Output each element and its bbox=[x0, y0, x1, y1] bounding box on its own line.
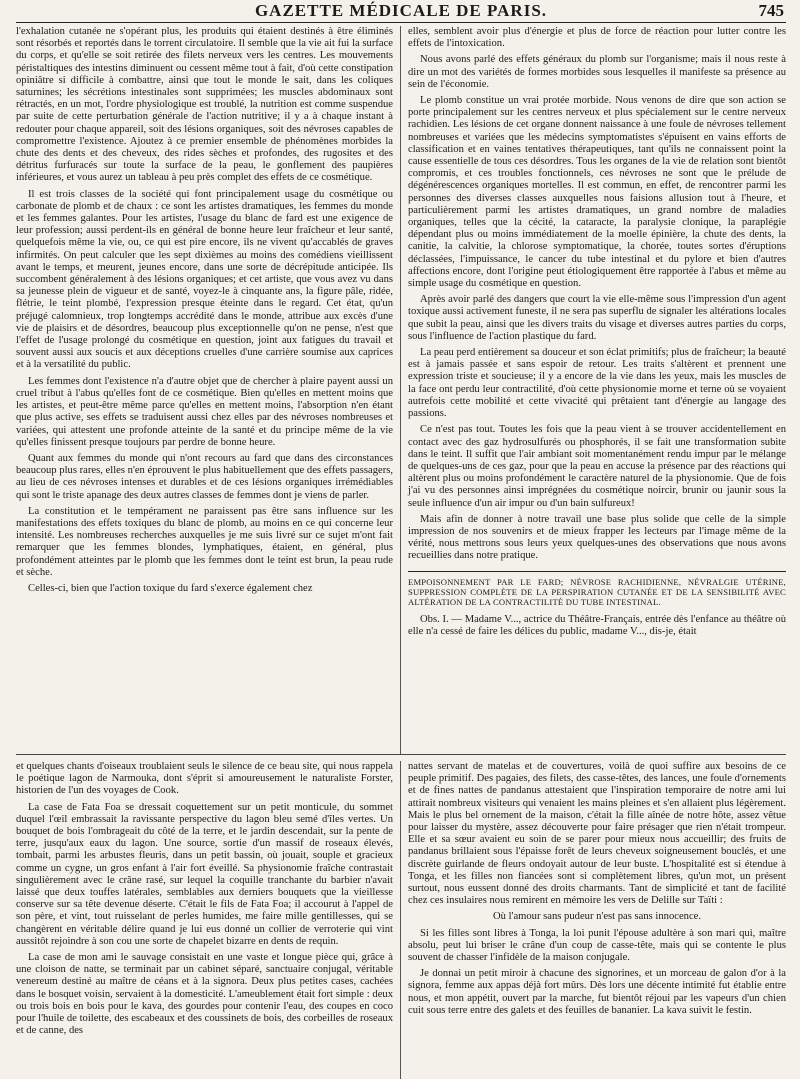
paragraph: Je donnai un petit miroir à chacune des signorines, et un morceau de galon d'or à la signora, femme aux appas déjà fort mûrs. Dès lors une décente intimité fut établie entre nous, et mon appétit, ouvert par la marche, fut bientôt réjoui par les vapeurs d'un chien cuit sous terre entre des galets et des feuilles de bananier. La kava suivit le festin. bbox=[408, 968, 786, 1016]
page-header bbox=[16, 0, 786, 23]
paragraph: Quant aux femmes du monde qui n'ont recours au fard que dans des circonstances beaucoup plus rares, elles n'en éprouvent le plus habituellement que des effets passagers, au lieu de ces névroses intenses et durables et de ces lésions organiques irrémédiables qui sont le triste apanage des deux autres classes de femmes dont je viens de parler. bbox=[16, 452, 393, 501]
paragraph: et quelques chants d'oiseaux troublaient seuls le silence de ce beau site, qui nous rappela le poétique lagon de Narmouka, dont s'éprit si amoureusement le naturaliste Forster, historien de l'un des voyages de Cook. bbox=[16, 761, 393, 797]
case-paragraph: Obs. I. — Madame V..., actrice du Théâtre-Français, entrée dès l'enfance au théâtre où elle n'a cessé de faire les délices du public, madame V..., dis-je, était bbox=[408, 613, 786, 637]
paragraph: Ce n'est pas tout. Toutes les fois que la peau vient à se trouver accidentellement en contact avec des gaz hydrosulfurés ou phosphorés, il se fait une transformation subite dans le teint. Il suffit que l'air ambiant soit momentanément rendu impur par le mélange de quelques-uns de ces gaz, pour que la peau en accuse la présence par des réactions qui altèrent plus ou moins profondément le caractère naturel de la physionomie. Que de fois j'ai vu des personnes ainsi imprégnées du cosmétique noircir, brunir ou jaunir sous la seule influence d'un air impur ou d'un bain sulfureux! bbox=[408, 424, 786, 509]
upper-right-column bbox=[401, 26, 786, 754]
paragraph: Celles-ci, bien que l'action toxique du fard s'exerce également chez bbox=[28, 582, 313, 594]
paragraph: nattes servant de matelas et de couvertures, voilà de quoi suffire aux besoins de ce peuple primitif. Des pagaies, des filets, des casse-têtes, des lances, une foule d'ornements et de fines nattes de pandanus attestaient que l'inspiration temporaire de notre ami lui attirait nombreux visiteurs qui venaient les mains pleines et s'en allaient plus légèrement. Mais le plus bel ornement de la maison, c'était la fille aînée de notre hôte, assez vêtue pour laisser du mystère, assez découverte pour faire présager que rien n'était trompeur. Elle et sa sœur avaient eu soin de se parer pour mieux nous accueillir; des fruits de pandanus brillaient sous l'épaisse forêt de leurs cheveux soigneusement bouclés, et une discrète guirlande de fleurs ondoyait autour de leur buste. L'hospitalité est si étendue à Tonga, et les filles non fiancées sont si complètement libres, qu'un mot, un présent surtout, nous eussent donné des droits charmants. Tant de simplicité et tant de facilité chez ces insulaires nous remirent en mémoire les vers de Delille sur Taïti : bbox=[408, 761, 786, 907]
verse-quote: Où l'amour sans pudeur n'est pas sans innocence. bbox=[493, 911, 701, 923]
paragraph: La peau perd entièrement sa douceur et son éclat primitifs; plus de fraîcheur; la beauté est à jamais passée et sans espoir de retour. Les traits s'altèrent et prennent une expression triste et soucieuse; il y a encore de la vie dans les yeux, mais les muscles de la face ont perdu leur contractilité, d'où cette physionomie morne et terne où se voyaient autrefois cette mobilité et cette vivacité qui prêtaient tant d'énergie au langage des passions. bbox=[408, 347, 786, 420]
case-heading: EMPOISONNEMENT PAR LE FARD; NÉVROSE RACHIDIENNE, NÉVRALGIE UTÉRINE, SUPPRESSION COMPLÈTE DE LA PERSPIRATION CUTANÉE ET DE LA SENSIBILITÉ AVEC ALTÉRATION DE LA CONTRACTILITÉ DU TUBE INTESTINAL. bbox=[408, 576, 786, 608]
paragraph: l'exhalation cutanée ne s'opérant plus, les produits qui étaient destinés à être éliminés sont résorbés et reportés dans le torrent circulatoire. Il semble que la vie ait fui la surface du corps, et qu'elle se soit retirée des filets nerveux vers les centres. Les mouvements péristaltiques des intestins diminuent ou cessent même tout à fait, d'où cette constipation opiniâtre si difficile à combattre, ainsi que tout le monde le sait, dans les coliques saturnines; les sécrétions intestinales sont supprimées; les muscles abdominaux sont rétractés, en un mot, l'ordre physiologique est troublé, la nutrition est comme suspendue par suite de cette perturbation générale de l'action nutritive; il y a à chaque instant à redouter pour chaque appareil, soit des lésions organiques, soit des névroses capables de compromettre l'existence. Ajoutez à ce premier ensemble de phénomènes morbides la chute des dents et des cheveux, des rides sèches et profondes, des rugosites et des détritus furfuracés sur toute la surface de la peau, le gonflement des paupières inférieures, et vous aurez un tableau à peu près complet des effets de ce cosmétique. bbox=[16, 26, 393, 184]
upper-section bbox=[16, 26, 786, 755]
journal-title: GAZETTE MÉDICALE DE PARIS. bbox=[254, 1, 548, 20]
paragraph: Il est trois classes de la société qui font principalement usage du cosmétique ou carbonate de plomb et de chaux : ce sont les artistes dramatiques, les femmes du monde et les femmes galantes. Pour les artistes, l'usage du blanc de fard est une exigence de leur profession; aussi perdent-ils en général de bonne heure leur fraîcheur et leur santé, quelquefois même la vie, ou, ce qui est pire encore, ils ne vivent qu'accablés de graves infirmités. On peut calculer que les sept dixièmes au moins des comédiens vieillissent avant le temps, et meurent, jeunes encore, dans une sorte de décrépitude anticipée. Ils succombent généralement à des lésions organiques; et cet artiste, que vous avez vu dans sa jeunesse plein de vigueur et de santé, voyez-le à cinquante ans, la figure pâle, ridée, flétrie, le teint plombé, l'expression presque éteinte dans le regard. Cet état, qu'un préjugé calomnieux, trop longtemps accrédité dans le monde, attribue aux excès d'une vie de plaisirs et de désordres, beaucoup plus exceptionnelle qu'on ne pense, n'est que l'effet de l'usage prolongé du cosmétique en question, joint aux fatigues du travail et souvent aussi aux soucis et aux déceptions cruelles d'une carrière soumise aux caprices et à la versatilité du public. bbox=[16, 188, 393, 371]
lower-section bbox=[16, 755, 786, 1079]
paragraph: elles, semblent avoir plus d'énergie et plus de force de réaction pour lutter contre les effets de l'intoxication. bbox=[408, 26, 786, 50]
lower-left-column bbox=[16, 761, 401, 1079]
paragraph: La case de Fata Foa se dressait coquettement sur un petit monticule, du sommet duquel l'œil embrassait la ravissante perspective du lagon bleu semé d'îles vertes. Un bouquet de bois l'ombrageait du côté de la terre, et le jardin descendait, sur la pente de terre, jusqu'aux eaux du lagon. Une source, sortie d'un massif de roseaux élevés, tombait, parmi les arbustes fleuris, dans un petit bassin, où jouait, souple et gracieux comme un cygne, un gros enfant à l'air fort éveillé. Sa physionomie fraîche contrastait singulièrement avec le crâne rasé, sur lequel la coquille tranchante du barbier n'avait laissé que deux touffes latérales, semblables aux derniers bouquets que la vieillesse conserve sur sa tête devenue déserte. C'était le fils de Fata Foa; il accourut à l'appel de son père, et vint, tout ruisselant de perles humides, me faire mille gentillesses, qui se changèrent en véritable délire quand je lui eus donné un collier de verroterie qui vint aussitôt rejoindre à son cou une sorte de chapelet bizarre en dents de requin. bbox=[16, 801, 393, 947]
paragraph: Mais afin de donner à notre travail une base plus solide que celle de la simple impression de nos souvenirs et de mieux frapper les lecteurs par l'image même de la vérité, nous mettrons sous leurs yeux quelques-unes des observations que nous avons recueillies dans notre pratique. bbox=[408, 513, 786, 562]
page-number: 745 bbox=[758, 1, 784, 20]
paragraph: Le plomb constitue un vrai protée morbide. Nous venons de dire que son action se porte principalement sur les centres nerveux et plus spécialement sur le centre nerveux rachidien. Les lésions de cet organe donnent naissance à une foule de névroses tellement nombreuses et variées que les médecins symptomatistes s'épuisent en vains efforts de classification et en vaines tentatives thérapeutiques, tant qu'ils ne connaissent point la cause essentielle de tous ces désordres. Tous les organes de la vie de relation sont bientôt compromis, et ces troubles fonctionnels, ces névroses ne sont que le prélude de dégénérescences organiques mortelles. Il est commun, en effet, de rencontrer parmi les personnes des diverses classes auxquelles nous faisions allusion tout à l'heure, et particulièrement parmi les artistes dramatiques, un grand nombre de maladies organiques, telles que la cécité, la cataracte, la paralysie clonique, la paraplégie dépendant plus ou moins immédiatement de la moelle épinière, la chute des dents, la canitie, la calvitie, la chlorose symptomatique, la chorée, toutes sortes d'éruptions déclassées, l'impuissance, le cancer du tube intestinal et du pylore et bien d'autres affections encore, dont l'origine peut étiologiquement être rapportée à l'abus et même au simple usage du cosmétique en question. bbox=[408, 95, 786, 290]
paragraph: Les femmes dont l'existence n'a d'autre objet que de chercher à plaire payent aussi un cruel tribut à l'abus qu'elles font de ce cosmétique. Bien qu'elles en mettent moins que les artistes, et peut-être même parce qu'elles en mettent moins, l'absorption n'en étant que plus active, ses effets se traduisent aussi chez elles par des névroses nombreuses et variées, qui attestent une profonde atteinte de la santé et du principe même de la vie qu'elles finissent presque toujours par perdre de bonne heure. bbox=[16, 375, 393, 448]
paragraph: Après avoir parlé des dangers que court la vie elle-même sous l'impression d'un agent toxique aussi activement funeste, il ne sera pas superflu de signaler les altérations locales que subit la peau, ainsi que les divers traits du visage et diverses autres parties du corps, sous l'influence de l'action plastique du fard. bbox=[408, 294, 786, 342]
paragraph: Si les filles sont libres à Tonga, la loi punit l'épouse adultère à son mari qui, maître absolu, peut lui briser le crâne d'un coup de casse-tête, mais qui se contente le plus souvent de chasser l'infidèle de la maison conjugale. bbox=[408, 927, 786, 964]
upper-left-column bbox=[16, 26, 401, 754]
paragraph: Nous avons parlé des effets généraux du plomb sur l'organisme; mais il nous reste à dire un mot des variétés de formes morbides sous lesquelles il manifeste sa présence au sein de l'économie. bbox=[408, 54, 786, 90]
paragraph: La constitution et le tempérament ne paraissent pas être sans influence sur les manifestations des effets toxiques du blanc de plomb, au moins en ce qui concerne leur intensité. Les nombreuses recherches auxquelles je me suis livré sur ce sujet m'ont fait remarquer que les femmes blondes, lymphatiques, étaient, en général, plus profondément atteintes par le plomb que les femmes dont le teint est brun, la peau rude et sèche. bbox=[16, 505, 393, 578]
lower-right-column bbox=[401, 761, 786, 1079]
section-divider bbox=[408, 571, 786, 572]
paragraph: La case de mon ami le sauvage consistait en une vaste et longue pièce qui, grâce à une cloison de natte, se terminait par un cabinet séparé, sanctuaire conjugal, véritable venereum destiné au maître de céans et à la signora. Deux plus petites cases, cachées dans le bosquet voisin, servaient à la domesticité. L'ameublement était fort simple : deux ou trois bois en bois pour le kava, des gourdes pour contenir l'eau, des coupes en coco pour l'huile de toilette, des escabeaux et des coussinets de bois, des corbeilles de roseaux et de canne, des bbox=[16, 952, 393, 1037]
